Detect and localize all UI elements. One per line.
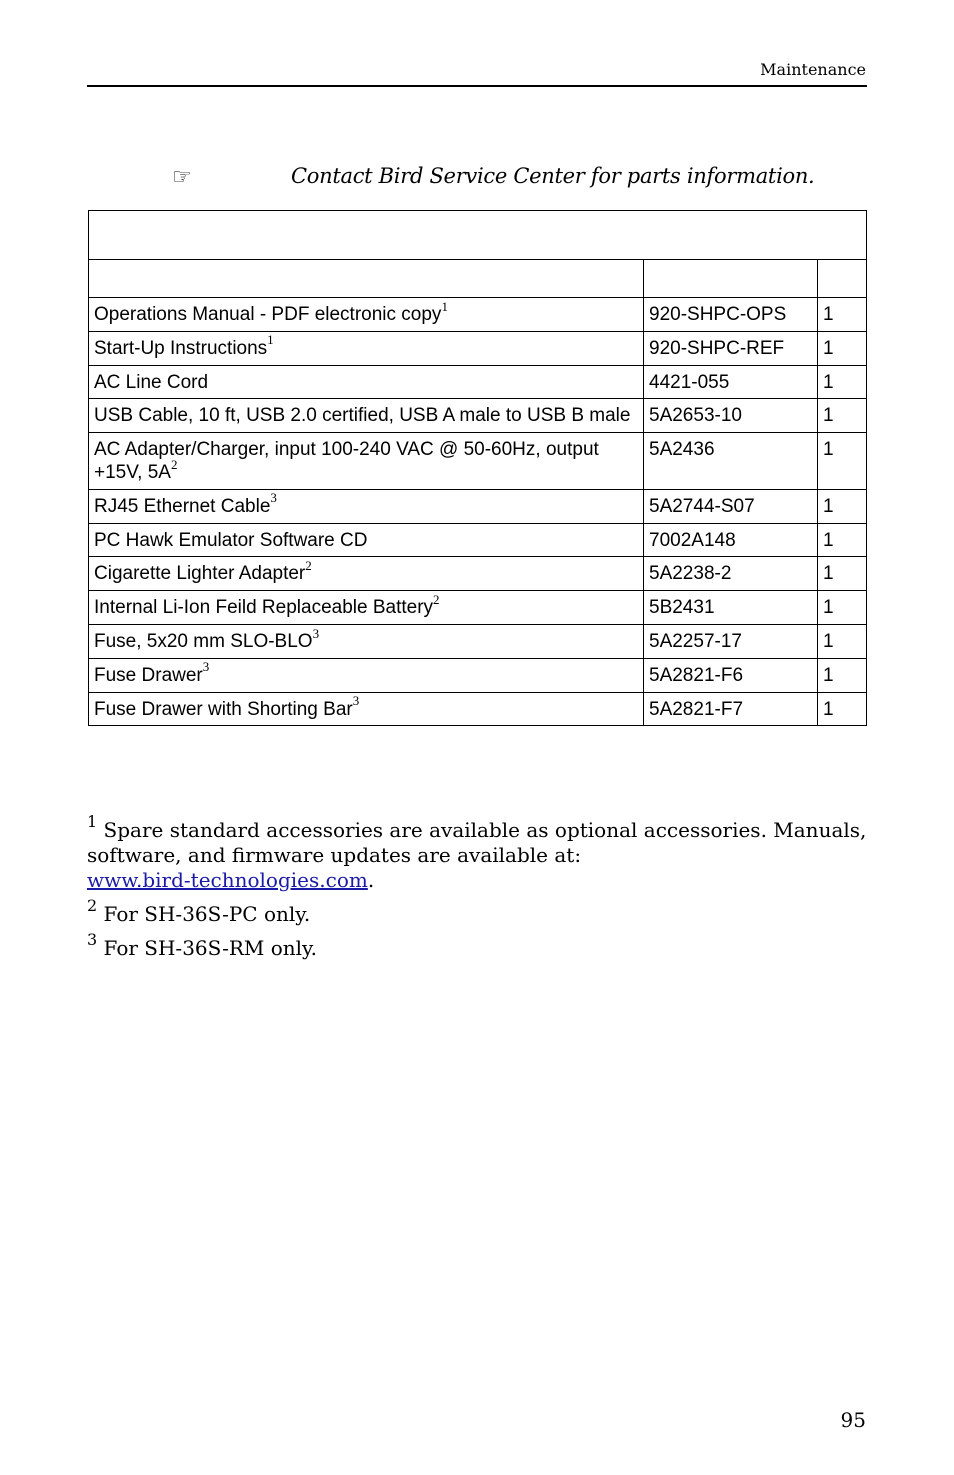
pointing-hand-icon: ☞ [172, 165, 192, 190]
quantity-cell: 1 [818, 692, 867, 726]
quantity-cell: 1 [818, 399, 867, 433]
footnotes [87, 812, 867, 970]
quantity-cell: 1 [818, 523, 867, 557]
description-cell: Fuse Drawer$^3$ [89, 658, 644, 692]
description-cell: Fuse Drawer with Shorting Bar$^3$ [89, 692, 644, 726]
table-row [89, 331, 867, 365]
column-header-part-number [644, 260, 818, 298]
description-cell: RJ45 Ethernet Cable$^3$ [89, 489, 644, 523]
part-number-cell: 920-SHPC-REF [644, 331, 818, 365]
part-number-cell: 5A2744-S07 [644, 489, 818, 523]
column-header-quantity [818, 260, 867, 298]
part-number-cell: 4421-055 [644, 365, 818, 399]
part-number-cell: 5A2821-F7 [644, 692, 818, 726]
quantity-cell: 1 [818, 557, 867, 591]
part-number-cell: 5A2653-10 [644, 399, 818, 433]
footnote-mark: 1 [87, 812, 98, 832]
footnote-text: For SH-36S-RM only. [103, 936, 318, 960]
table-row [89, 489, 867, 523]
description-cell: PC Hawk Emulator Software CD [89, 523, 644, 557]
quantity-cell: 1 [818, 433, 867, 490]
footnote-mark: 2 [87, 896, 98, 916]
table-row [89, 591, 867, 625]
quantity-cell: 1 [818, 658, 867, 692]
part-number-cell: 7002A148 [644, 523, 818, 557]
part-number-cell: 5A2436 [644, 433, 818, 490]
table-row [89, 523, 867, 557]
part-number-cell: 5A2238-2 [644, 557, 818, 591]
description-cell: AC Line Cord [89, 365, 644, 399]
footnote-1: $^1$ Spare standard accessories are available as optional accessories. Manuals, software, and firmware updates are available at: www.bird-technologies.com. [87, 812, 867, 892]
part-number-cell: 5A2821-F6 [644, 658, 818, 692]
description-cell: Internal Li-Ion Feild Replaceable Battery$^2$ [89, 591, 644, 625]
table-row [89, 692, 867, 726]
quantity-cell: 1 [818, 591, 867, 625]
page-number: 95 [840, 1408, 866, 1432]
website-link[interactable]: www.bird-technologies.com [87, 868, 368, 892]
quantity-cell: 1 [818, 624, 867, 658]
part-number-cell: 920-SHPC-OPS [644, 298, 818, 332]
table-row [89, 399, 867, 433]
part-number-cell: 5A2257-17 [644, 624, 818, 658]
running-header: Maintenance [760, 60, 866, 79]
footnote-text: Spare standard accessories are available as optional accessories. Manuals, software, and firmware updates are available at: [87, 818, 867, 867]
footnote-text: For SH-36S-PC only. [103, 902, 311, 926]
table-row [89, 624, 867, 658]
footnote-mark: 3 [87, 930, 98, 950]
note [0, 163, 954, 193]
quantity-cell: 1 [818, 331, 867, 365]
quantity-cell: 1 [818, 365, 867, 399]
description-cell: Start-Up Instructions$^1$ [89, 331, 644, 365]
table-row [89, 557, 867, 591]
description-cell: USB Cable, 10 ft, USB 2.0 certified, USB A male to USB B male [89, 399, 644, 433]
table-caption [89, 211, 867, 260]
table-row [89, 433, 867, 490]
quantity-cell: 1 [818, 298, 867, 332]
table-row [89, 658, 867, 692]
note-text: Contact Bird Service Center for parts information. [291, 164, 815, 188]
header-rule [87, 85, 867, 87]
description-cell: Fuse, 5x20 mm SLO-BLO$^3$ [89, 624, 644, 658]
column-header-description [89, 260, 644, 298]
parts-table [88, 210, 867, 726]
description-cell: Cigarette Lighter Adapter$^2$ [89, 557, 644, 591]
description-cell: AC Adapter/Charger, input 100-240 VAC @ 50-60Hz, output +15V, $5A^2$ [89, 433, 644, 490]
table-row [89, 298, 867, 332]
footnote-2 [87, 896, 867, 927]
footnote-3 [87, 930, 867, 961]
part-number-cell: 5B2431 [644, 591, 818, 625]
description-cell: Operations Manual - PDF electronic copy$^1$ [89, 298, 644, 332]
table-row [89, 365, 867, 399]
quantity-cell: 1 [818, 489, 867, 523]
